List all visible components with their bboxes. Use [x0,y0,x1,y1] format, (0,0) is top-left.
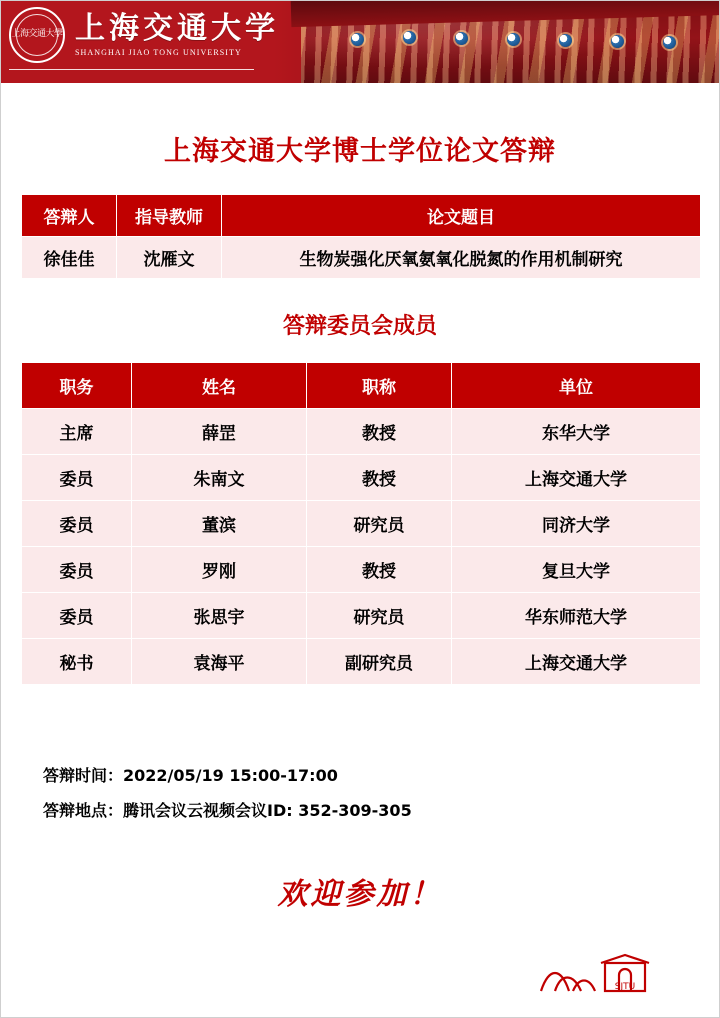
table-row [22,593,701,639]
table-row [22,455,701,501]
seal-text: 上海交通大學 [11,29,63,40]
cell-name: 董滨 [132,501,307,547]
column-header-presenter: 答辩人 [22,195,117,237]
table-row [22,409,701,455]
defense-time-label: 答辩时间： [43,766,124,785]
cell-role: 委员 [22,547,132,593]
cell-thesis-title: 生物炭强化厌氧氨氧化脱氮的作用机制研究 [222,237,701,279]
footer-logo-text: SJTU [614,982,636,992]
cell-name: 张思宇 [132,593,307,639]
cell-name: 薛罡 [132,409,307,455]
cell-name: 罗刚 [132,547,307,593]
table-row [22,547,701,593]
column-header-affiliation: 单位 [452,363,701,409]
cell-name: 袁海平 [132,639,307,685]
cell-advisor: 沈雁文 [117,237,222,279]
cell-affiliation: 东华大学 [452,409,701,455]
cell-role: 秘书 [22,639,132,685]
page-title: 上海交通大学博士学位论文答辩 [164,136,556,167]
column-header-rank: 职称 [307,363,452,409]
cell-affiliation: 上海交通大学 [452,639,701,685]
defense-details [21,763,699,821]
committee-section-title: 答辩委员会成员 [282,314,437,339]
column-header-advisor: 指导教师 [117,195,222,237]
logo-divider [9,69,254,70]
table-row [22,501,701,547]
cell-rank: 教授 [307,455,452,501]
cell-role: 委员 [22,501,132,547]
column-header-name: 姓名 [132,363,307,409]
table-row [22,639,701,685]
welcome-message: 欢迎参加！ [277,877,443,912]
committee-table [21,362,701,685]
cell-rank: 研究员 [307,593,452,639]
table-header-row [22,363,701,409]
defense-info-table [21,194,701,279]
defense-place-label: 答辩地点： [43,801,124,820]
defense-time-value: 2022/05/19 15:00-17:00 [123,766,338,785]
cell-rank: 教授 [307,409,452,455]
sjtu-footer-logo [539,933,659,995]
header-banner [1,1,719,83]
sjtu-campus-gate-icon [539,933,659,995]
cell-rank: 教授 [307,547,452,593]
poster-content [1,129,719,913]
cell-role: 主席 [22,409,132,455]
cell-name: 朱南文 [132,455,307,501]
university-name-cn: 上海交通大学 [75,10,279,46]
cell-role: 委员 [22,593,132,639]
cell-affiliation: 华东师范大学 [452,593,701,639]
column-header-thesis-title: 论文题目 [222,195,701,237]
defense-place-line [43,798,699,821]
university-logo [9,7,279,63]
cell-affiliation: 复旦大学 [452,547,701,593]
cell-presenter: 徐佳佳 [22,237,117,279]
defense-place-value: 腾讯会议云视频会议ID: 352-309-305 [123,801,412,820]
cell-role: 委员 [22,455,132,501]
cell-affiliation: 同济大学 [452,501,701,547]
defense-time-line [43,763,699,786]
cell-rank: 研究员 [307,501,452,547]
table-row [22,237,701,279]
table-header-row [22,195,701,237]
cell-rank: 副研究员 [307,639,452,685]
cell-affiliation: 上海交通大学 [452,455,701,501]
banner-lantern-dots [331,31,719,53]
university-name-en: SHANGHAI JIAO TONG UNIVERSITY [75,47,242,57]
sjtu-seal-icon [9,7,65,63]
column-header-role: 职务 [22,363,132,409]
